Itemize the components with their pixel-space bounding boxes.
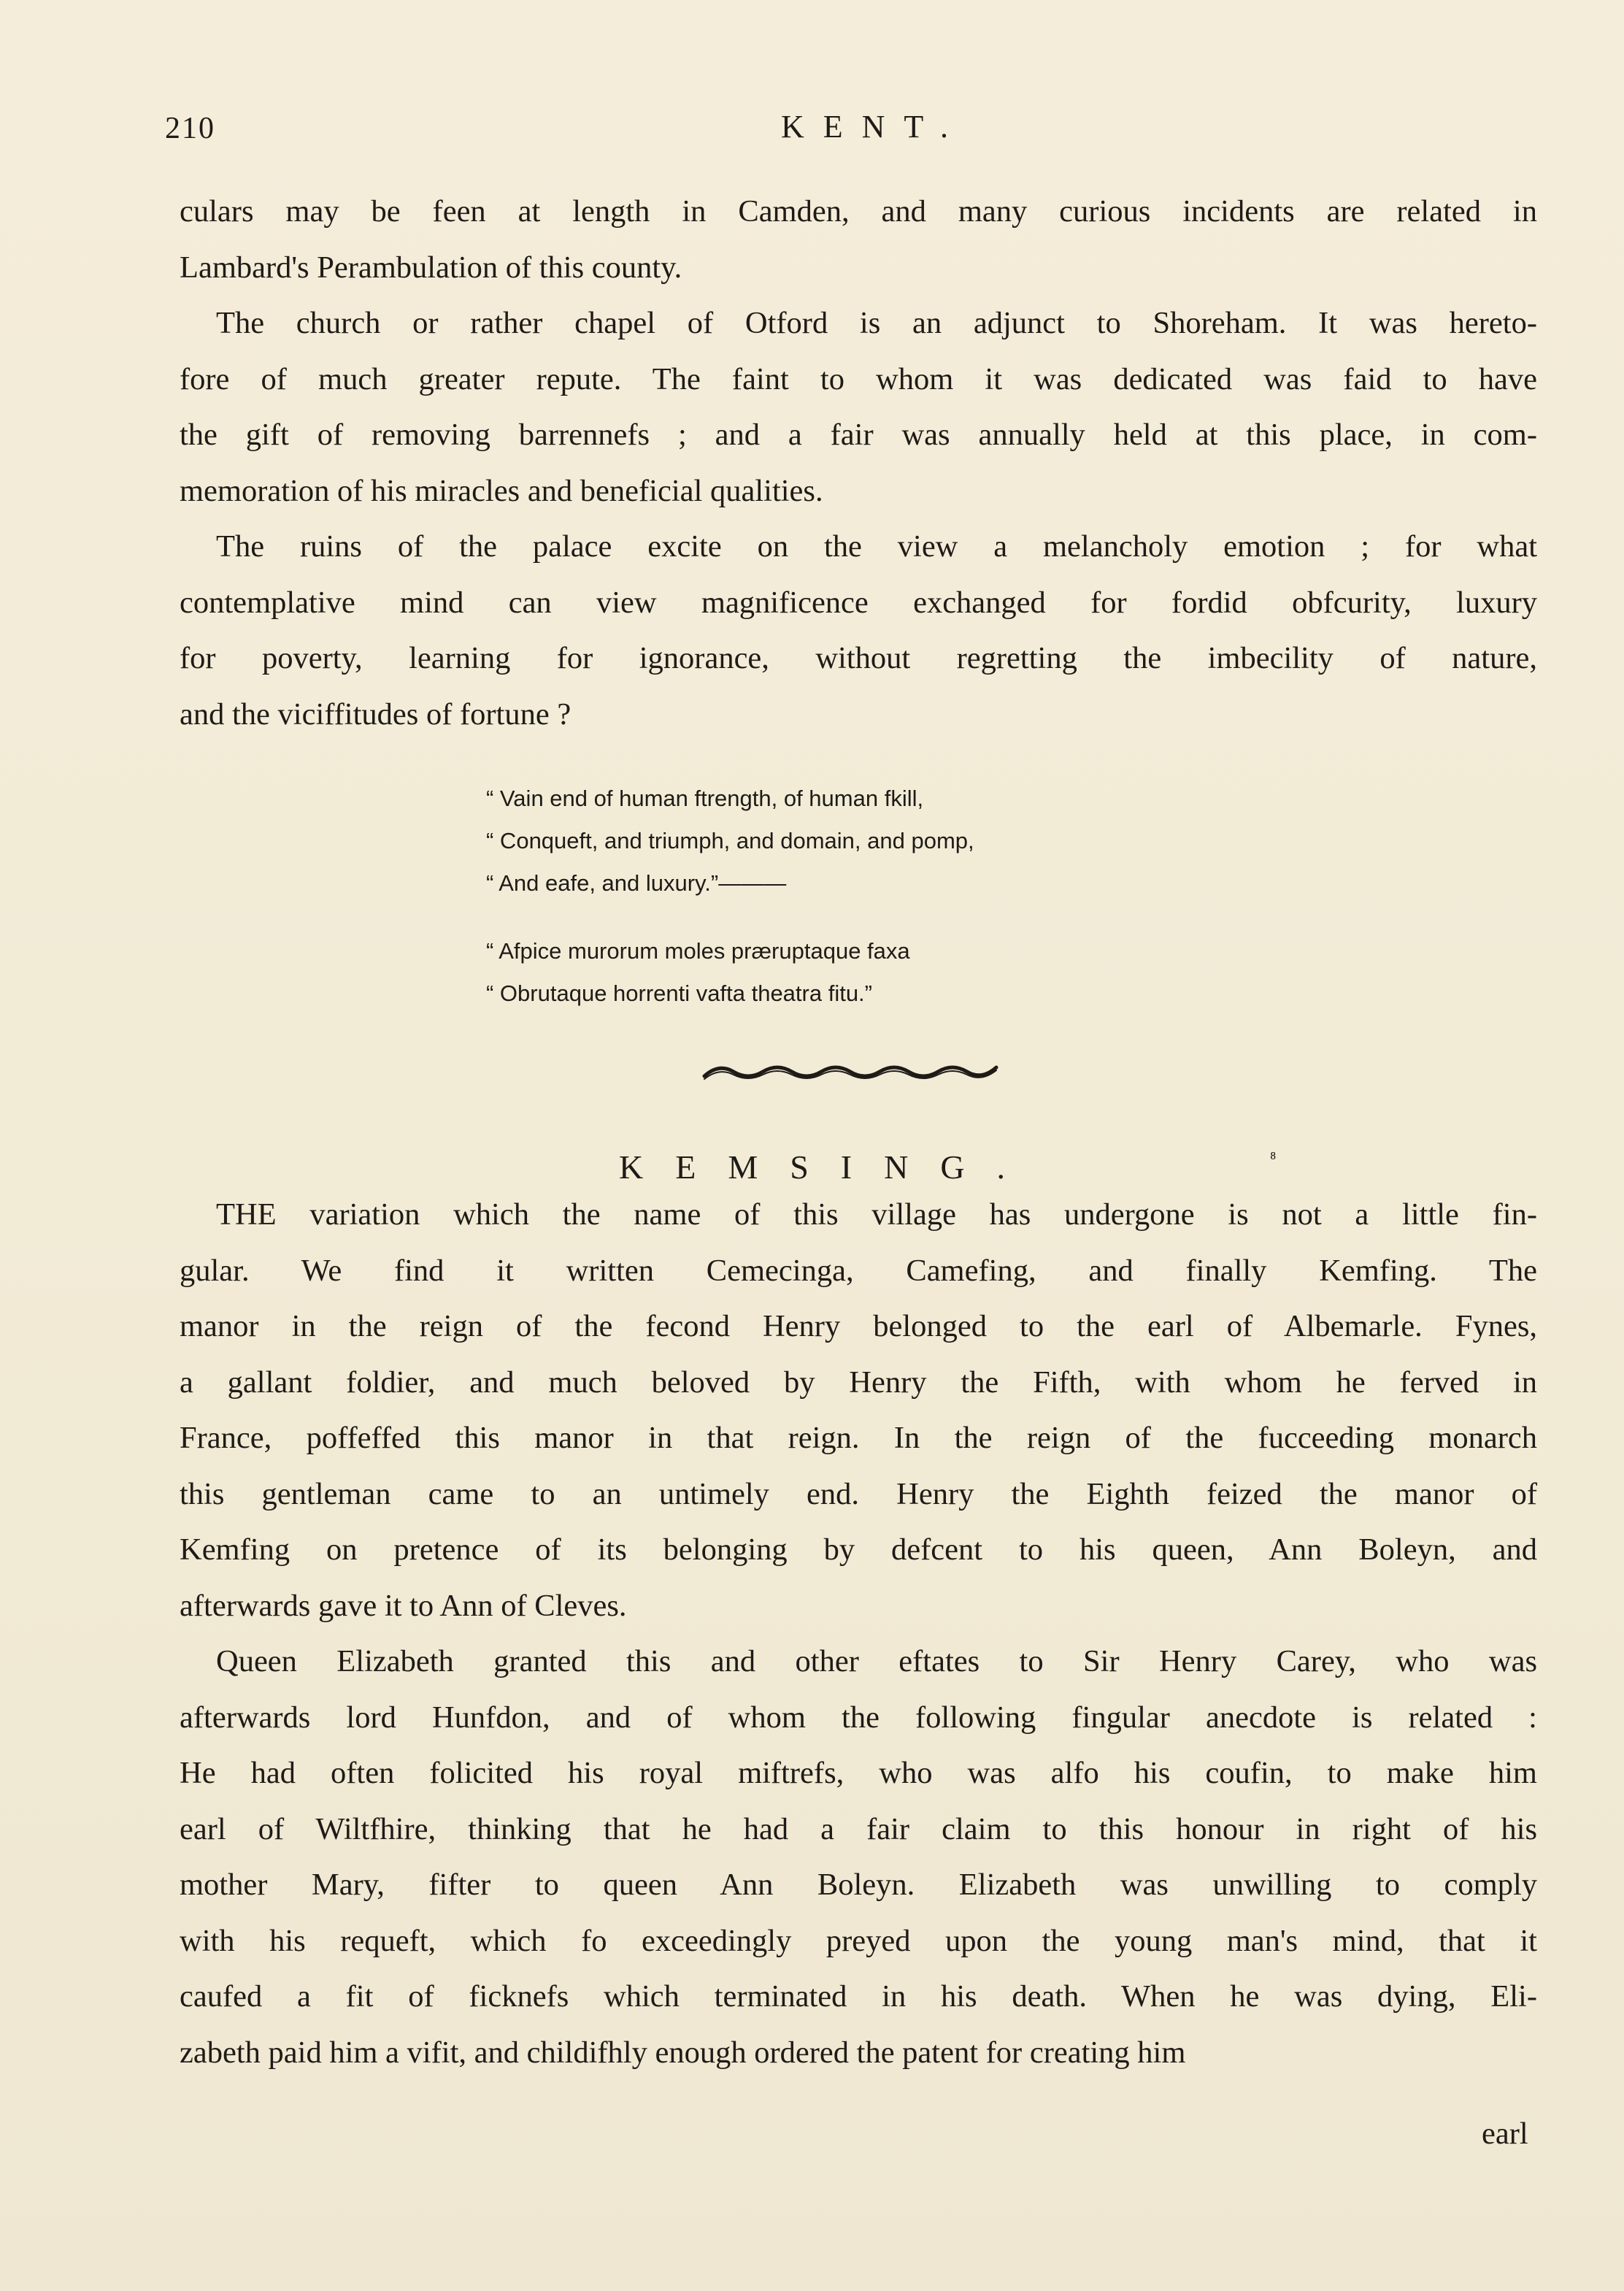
verse-line: “ Afpice murorum moles præruptaque faxa (486, 938, 910, 964)
paragraph (180, 1634, 1537, 2081)
paragraph (180, 296, 1537, 519)
text-line: earl of Wiltfhire, thinking that he had a fair claim to this honour in right of his (180, 1811, 1537, 1846)
paragraph (180, 184, 1537, 296)
text-line: France, poffeffed this manor in that reign. In the reign of the fucceeding monarch (180, 1421, 1537, 1455)
text-line: with his requeft, which fo exceedingly preyed upon the young man's mind, that it (180, 1923, 1537, 1958)
running-title: KENT. (781, 109, 968, 145)
text-line: He had often folicited his royal miftrefs, who was alfo his coufin, to make him (180, 1756, 1537, 1790)
body-text-bottom (180, 1187, 1537, 2081)
text-line: Lambard's Perambulation of this county. (180, 250, 682, 285)
text-line: memoration of his miracles and beneficial qualities. (180, 473, 823, 508)
signature-mark: ⁸ (1270, 1149, 1277, 1168)
text-line: The church or rather chapel of Otford is an adjunct to Shoreham. It was hereto- (216, 306, 1537, 340)
verse-line: “ And eafe, and luxury.”——— (486, 870, 787, 896)
verse-quote-english (486, 778, 974, 905)
text-line: The ruins of the palace excite on the view a melancholy emotion ; for what (216, 529, 1537, 564)
text-line: Queen Elizabeth granted this and other eftates to Sir Henry Carey, who was (216, 1644, 1537, 1678)
text-line: for poverty, learning for ignorance, without regretting the imbecility of nature, (180, 641, 1537, 675)
text-line: fore of much greater repute. The faint to whom it was dedicated was faid to have (180, 361, 1537, 396)
page-number: 210 (165, 112, 215, 145)
text-line: mother Mary, fifter to queen Ann Boleyn. Elizabeth was unwilling to comply (180, 1868, 1537, 1902)
ornament-divider (701, 1062, 1007, 1082)
text-line: this gentleman came to an untimely end. Henry the Eighth feized the manor of (180, 1476, 1537, 1511)
text-line: contemplative mind can view magnificence exchanged for fordid obfcurity, luxury (180, 585, 1537, 620)
text-line: zabeth paid him a vifit, and childifhly enough ordered the patent for creating him (180, 2035, 1186, 2070)
verse-line: “ Obrutaque horrenti vafta theatra fitu.” (486, 981, 872, 1006)
text-line: manor in the reign of the fecond Henry belonged to the earl of Albemarle. Fynes, (180, 1309, 1537, 1343)
text-line: and the viciffitudes of fortune ? (180, 696, 572, 732)
paragraph (180, 1187, 1537, 1634)
text-line: a gallant foldier, and much beloved by Henry the Fifth, with whom he ferved in (180, 1365, 1537, 1400)
verse-quote-latin (486, 930, 910, 1015)
body-text-top (180, 184, 1537, 742)
text-line: culars may be feen at length in Camden, and many curious incidents are related in (180, 194, 1537, 229)
verse-line: “ Vain end of human ftrength, of human fkill, (486, 786, 924, 811)
text-line: THE variation which the name of this village has undergone is not a little fin- (216, 1197, 1537, 1232)
text-line: afterwards gave it to Ann of Cleves. (180, 1588, 627, 1623)
text-line: Kemfing on pretence of its belonging by defcent to his queen, Ann Boleyn, and (180, 1532, 1537, 1567)
text-line: caufed a fit of ficknefs which terminated in his death. When he was dying, Eli- (180, 1979, 1537, 2014)
text-line: afterwards lord Hunfdon, and of whom the following fingular anecdote is related : (180, 1700, 1537, 1735)
text-line: gular. We find it written Cemecinga, Camefing, and finally Kemfing. The (180, 1253, 1537, 1288)
text-line: the gift of removing barrennefs ; and a fair was annually held at this place, in com- (180, 418, 1537, 452)
section-title: KEMSING. (619, 1148, 1038, 1186)
verse-line: “ Conqueft, and triumph, and domain, and pomp, (486, 828, 974, 853)
paragraph (180, 519, 1537, 742)
catchword: earl (1482, 2117, 1528, 2151)
